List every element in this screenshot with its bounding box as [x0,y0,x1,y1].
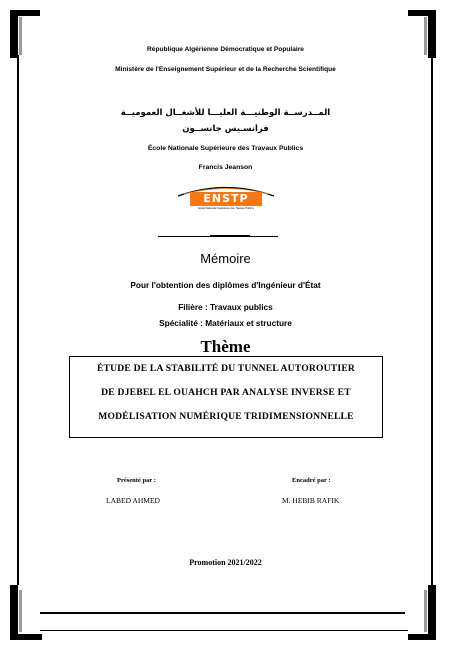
degree-purpose: Pour l'obtention des diplômes d'Ingénieur d'État [130,280,321,290]
thesis-title-line-3: MODÉLISATION NUMÉRIQUE TRIDIMENSIONNELLE [98,411,354,422]
republic-heading: République Algérienne Démocratique et Populaire [147,46,304,53]
filiere-line: Filière : Travaux publics [178,302,273,312]
thesis-title-line-2: DE DJEBEL EL OUAHCH PAR ANALYSE INVERSE ET [101,387,351,398]
promotion-year: Promotion 2021/2022 [189,558,262,567]
school-name-french: École Nationale Supérieure des Travaux Publics [147,145,304,152]
supervisor-name: M. HEBIB RAFIK [282,496,340,505]
logo-subtext: École Nationale Supérieure des Travaux Publics [198,207,254,210]
school-person-name: Francis Jeanson [198,164,253,171]
supervised-by-label: Encadré par : [292,477,331,484]
author-name: LABED AHMED [106,496,160,505]
document-type: Mémoire [200,251,251,266]
school-person-arabic: فرانسـيس جانســون [182,124,269,134]
school-name-arabic: المــدرســة الوطنيـــة العليـــا للأشغــال العموميــة [120,108,331,118]
logo-text: ENSTP [203,192,249,205]
enstp-logo [168,183,284,215]
thesis-title-box [69,356,383,438]
ministry-heading: Ministère de l'Enseignement Supérieur et de la Recherche Scientifique [115,66,336,73]
separator-line-accent [210,235,250,237]
theme-label: Thème [200,337,251,356]
presented-by-label: Présenté par : [117,477,156,484]
thesis-title-line-1: ÉTUDE DE LA STABILITÉ DU TUNNEL AUTOROUTIER [96,363,356,374]
specialite-line: Spécialité : Matériaux et structure [159,318,292,328]
